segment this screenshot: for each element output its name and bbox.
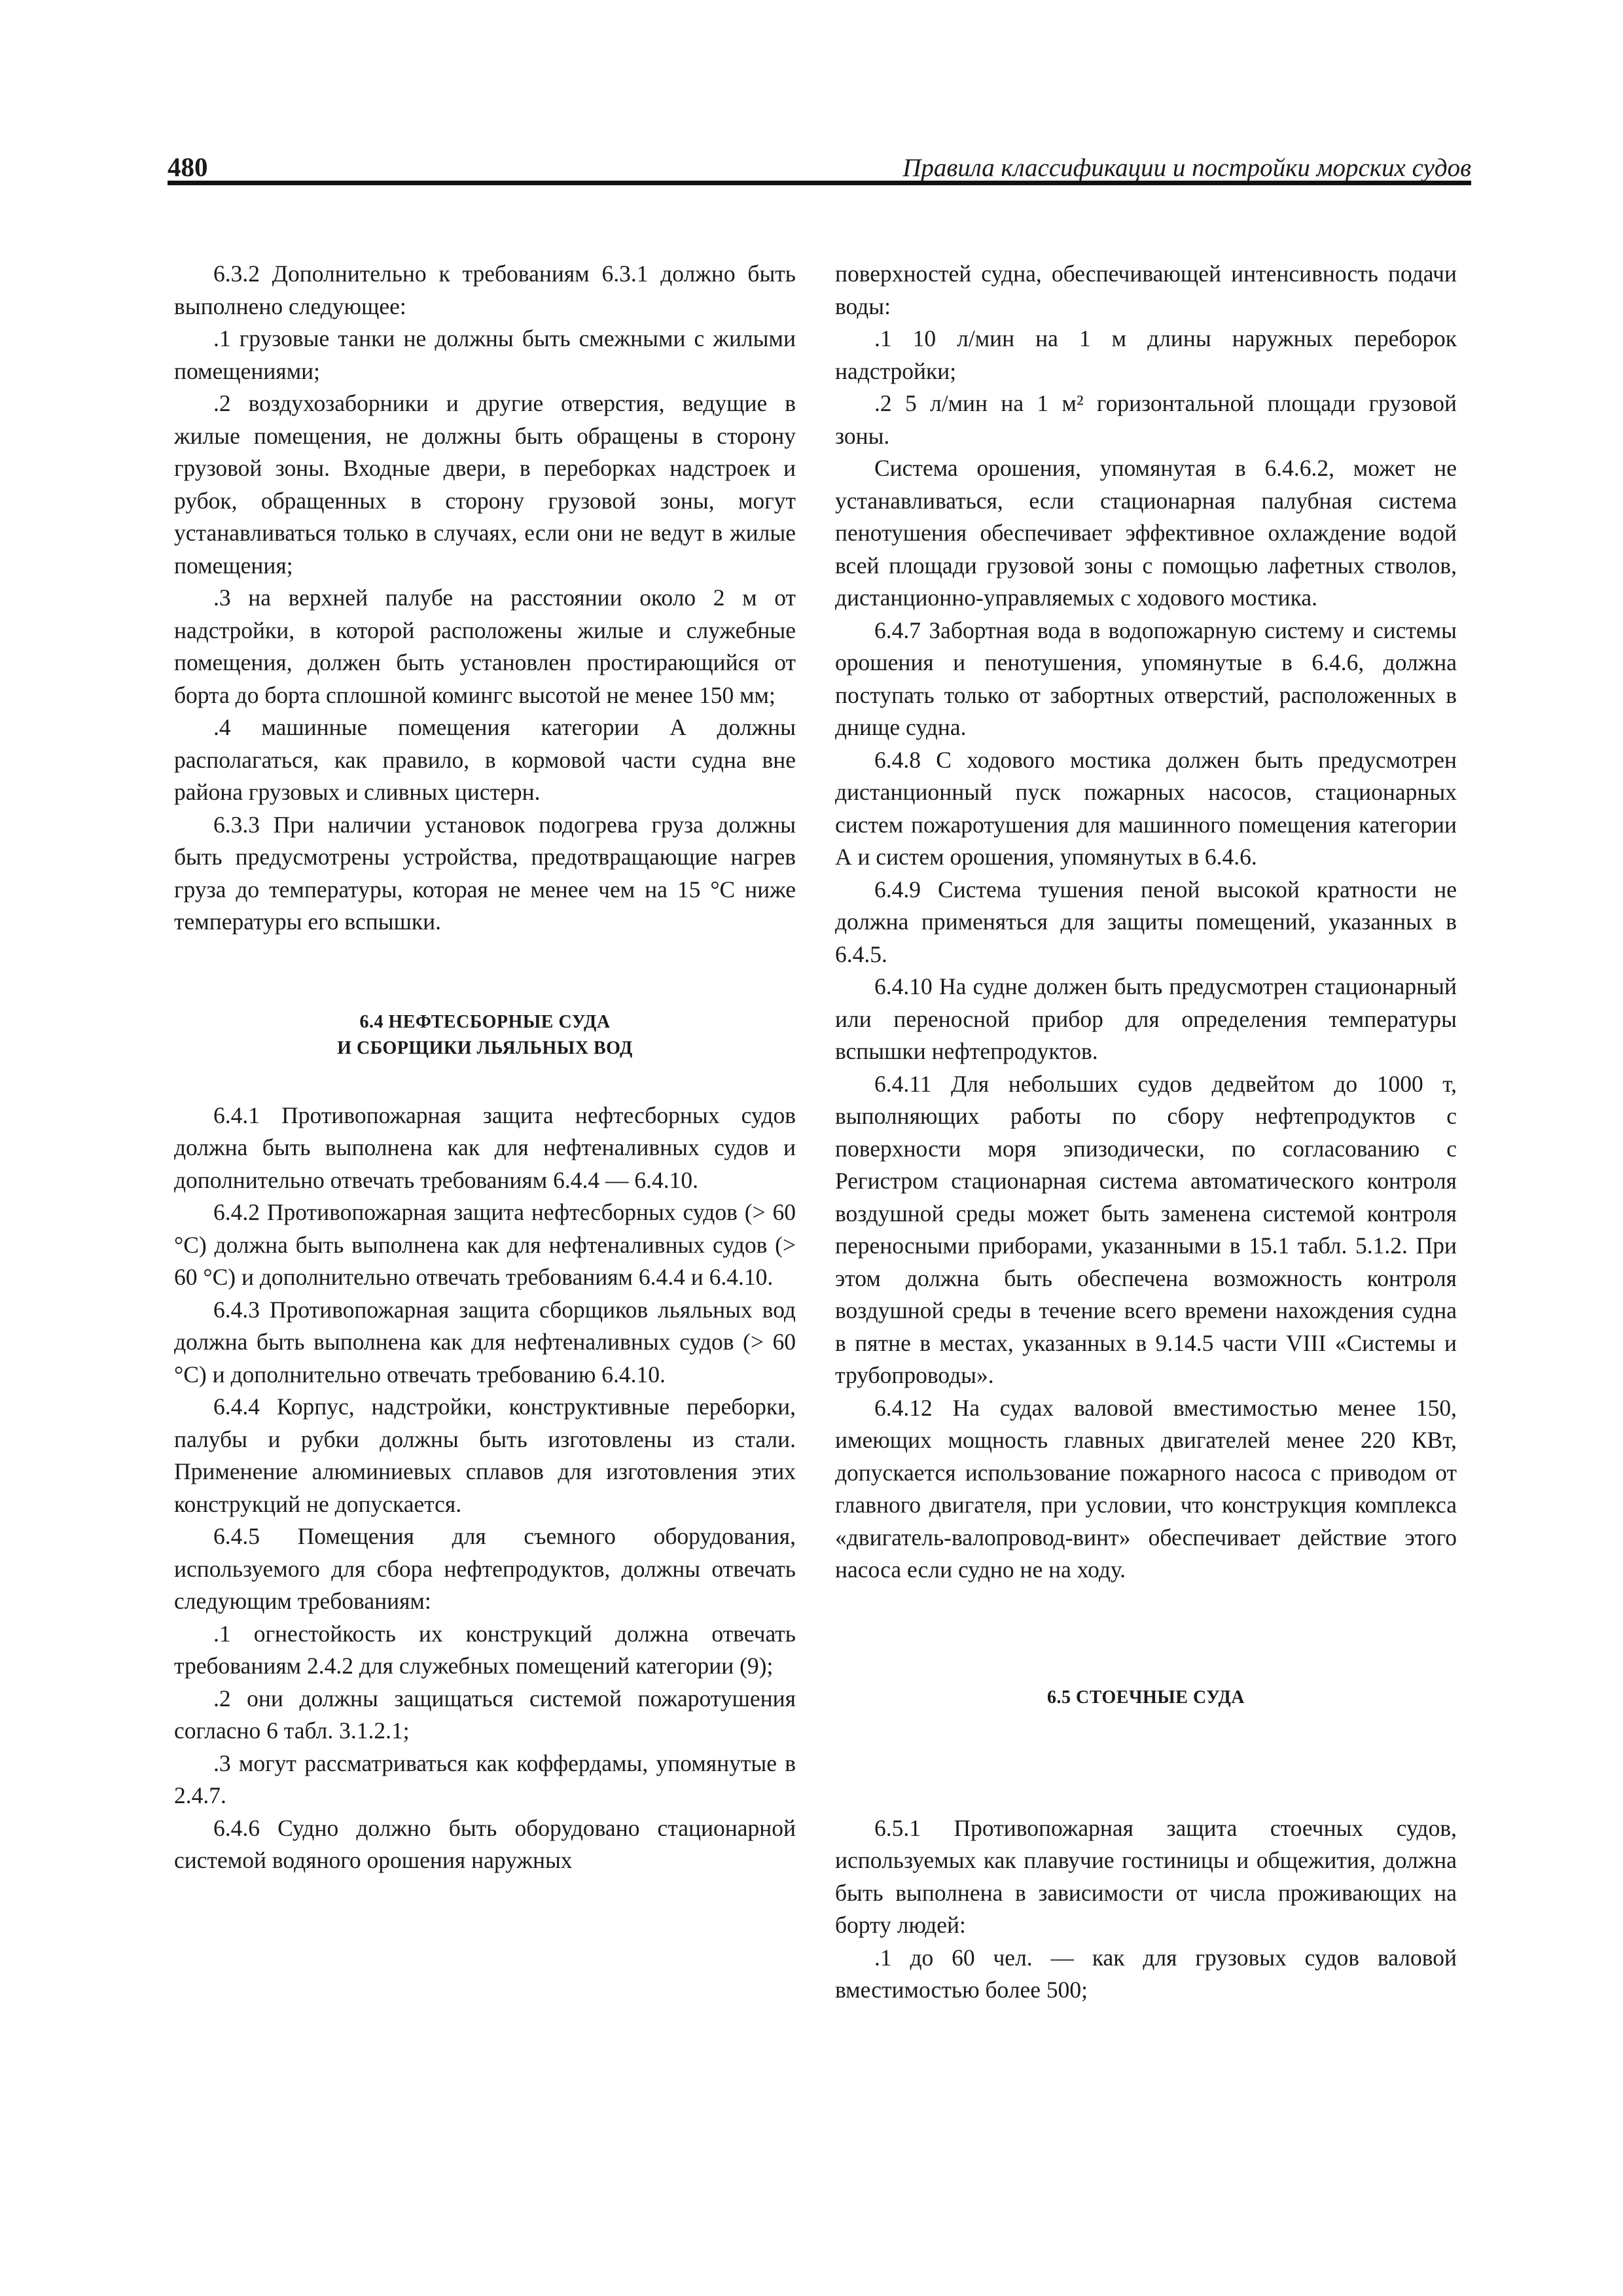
paragraph: 6.4.1 Противопожарная защита нефтесборных судов должна быть выполнена как для нефтеналивных судов и дополнительно отвечать требованиям 6.4.4 — 6.4.10. — [174, 1102, 796, 1193]
paragraph: 6.4.3 Противопожарная защита сборщиков льяльных вод должна быть выполнена как для нефтеналивных судов (> 60 °С) и дополнительно отвечать требованию 6.4.10. — [174, 1296, 796, 1388]
spacer — [835, 1587, 1457, 1685]
paragraph: .1 грузовые танки не должны быть смежными с жилыми помещениями; — [174, 325, 796, 384]
section-heading: 6.5 СТОЕЧНЫЕ СУДА — [1046, 1687, 1245, 1708]
paragraph: 6.4.4 Корпус, надстройки, конструктивные переборки, палубы и рубки должны быть изготовлены из стали. Применение алюминиевых сплавов для изготовления этих конструкций не допускается. — [174, 1393, 796, 1517]
paragraph: 6.4.8 С ходового мостика должен быть предусмотрен дистанционный пуск пожарных насосов, стационарных систем пожаротушения для машинного помещения категории А и систем орошения, упомянутых в 6.4.6. — [835, 746, 1457, 870]
header-rule — [168, 181, 1471, 185]
section-heading — [174, 1009, 796, 1062]
paragraph: Система орошения, упомянутая в 6.4.6.2, может не устанавливаться, если стационарная палубная система пенотушения обеспечивает эффективное охлаждение водой всей площади грузовой зоны с помощью лафетных стволов, дистанционно-управляемых с ходового мостика. — [835, 455, 1457, 611]
paragraph: .2 5 л/мин на 1 м² горизонтальной площади грузовой зоны. — [835, 390, 1457, 449]
paragraph: 6.4.10 На судне должен быть предусмотрен стационарный или переносной прибор для определения температуры вспышки нефтепродуктов. — [835, 973, 1457, 1064]
paragraph: .3 на верхней палубе на расстоянии около 2 м от надстройки, в которой расположены жилые и служебные помещения, должен быть установлен простирающийся от борта до борта сплошной комингс высотой не менее 150 мм; — [174, 584, 796, 708]
paragraph: 6.4.5 Помещения для съемного оборудования, используемого для сбора нефтепродуктов, должны отвечать следующим требованиям: — [174, 1523, 796, 1614]
paragraph: .4 машинные помещения категории А должны располагаться, как правило, в кормовой части судна вне района грузовых и сливных цистерн. — [174, 714, 796, 805]
paragraph: 6.4.9 Система тушения пеной высокой кратности не должна применяться для защиты помещений, указанных в 6.4.5. — [835, 876, 1457, 967]
paragraph: .2 они должны защищаться системой пожаротушения согласно 6 табл. 3.1.2.1; — [174, 1685, 796, 1744]
spacer — [174, 1062, 796, 1100]
paragraph: поверхностей судна, обеспечивающей интенсивность подачи воды: — [835, 260, 1457, 319]
paragraph: 6.4.7 Забортная вода в водопожарную систему и системы орошения и пенотушения, упомянутые в 6.4.6, должна поступать только от забортных отверстий, расположенных в днище судна. — [835, 617, 1457, 740]
paragraph: 6.5.1 Противопожарная защита стоечных судов, используемых как плавучие гостиницы и общежития, должна быть выполнена в зависимости от числа проживающих на борту людей: — [835, 1814, 1457, 1938]
paragraph: .1 10 л/мин на 1 м длины наружных переборок надстройки; — [835, 325, 1457, 384]
spacer — [174, 939, 796, 1009]
paragraph: 6.3.3 При наличии установок подогрева груза должны быть предусмотрены устройства, предотвращающие нагрев груза до температуры, которая не менее чем на 15 °С ниже температуры его вспышки. — [174, 811, 796, 935]
paragraph: .1 до 60 чел. — как для грузовых судов валовой вместимостью более 500; — [835, 1944, 1457, 2003]
right-column — [835, 258, 1457, 2007]
paragraph: 6.3.2 Дополнительно к требованиям 6.3.1 должно быть выполнено следующее: — [174, 260, 796, 319]
paragraph: .1 огнестойкость их конструкций должна отвечать требованиям 2.4.2 для служебных помещений категории (9); — [174, 1620, 796, 1679]
paragraph: .3 могут рассматриваться как коффердамы, упомянутые в 2.4.7. — [174, 1749, 796, 1808]
left-column — [174, 258, 796, 1877]
paragraph: 6.4.12 На судах валовой вместимостью менее 150, имеющих мощность главных двигателей менее 220 КВт, допускается использование пожарного насоса с приводом от главного двигателя, при условии, что конструкция комплекса «двигатель-валопровод-винт» обеспечивает действие этого насоса если судно не на ходу. — [835, 1394, 1457, 1583]
paragraph: 6.4.11 Для небольших судов дедвейтом до 1000 т, выполняющих работы по сбору нефтепродуктов с поверхности моря эпизодически, по согласованию с Регистром стационарная система автоматического контроля воздушной среды может быть заменена системой контроля переносными приборами, указанными в 15.1 табл. 5.1.2. При этом должна быть обеспечена возможность контроля воздушной среды в течение всего времени нахождения судна в пятне в местах, указанных в 9.14.5 части VIII «Системы и трубопроводы». — [835, 1070, 1457, 1388]
paragraph: 6.4.6 Судно должно быть оборудовано стационарной системой водяного орошения наружных — [174, 1814, 796, 1873]
running-title: Правила классификации и постройки морских судов — [902, 154, 1471, 182]
section-heading-line: И СБОРЩИКИ ЛЬЯЛЬНЫХ ВОД — [337, 1037, 633, 1058]
paragraph: 6.4.2 Противопожарная защита нефтесборных судов (> 60 °С) должна быть выполнена как для нефтеналивных судов (> 60 °С) и дополнительно отвечать требованиям 6.4.4 и 6.4.10. — [174, 1199, 796, 1290]
paragraph: .2 воздухозаборники и другие отверстия, ведущие в жилые помещения, не должны быть обращены в сторону грузовой зоны. Входные двери, в переборках надстроек и рубок, обращенных в сторону грузовой зоны, могут устанавливаться только в случаях, если они не ведут в жилые помещения; — [174, 390, 796, 579]
section-heading-line: 6.4 НЕФТЕСБОРНЫЕ СУДА — [359, 1011, 611, 1032]
spacer — [835, 1711, 1457, 1812]
page-number: 480 — [168, 152, 208, 182]
page-header — [168, 140, 1471, 181]
